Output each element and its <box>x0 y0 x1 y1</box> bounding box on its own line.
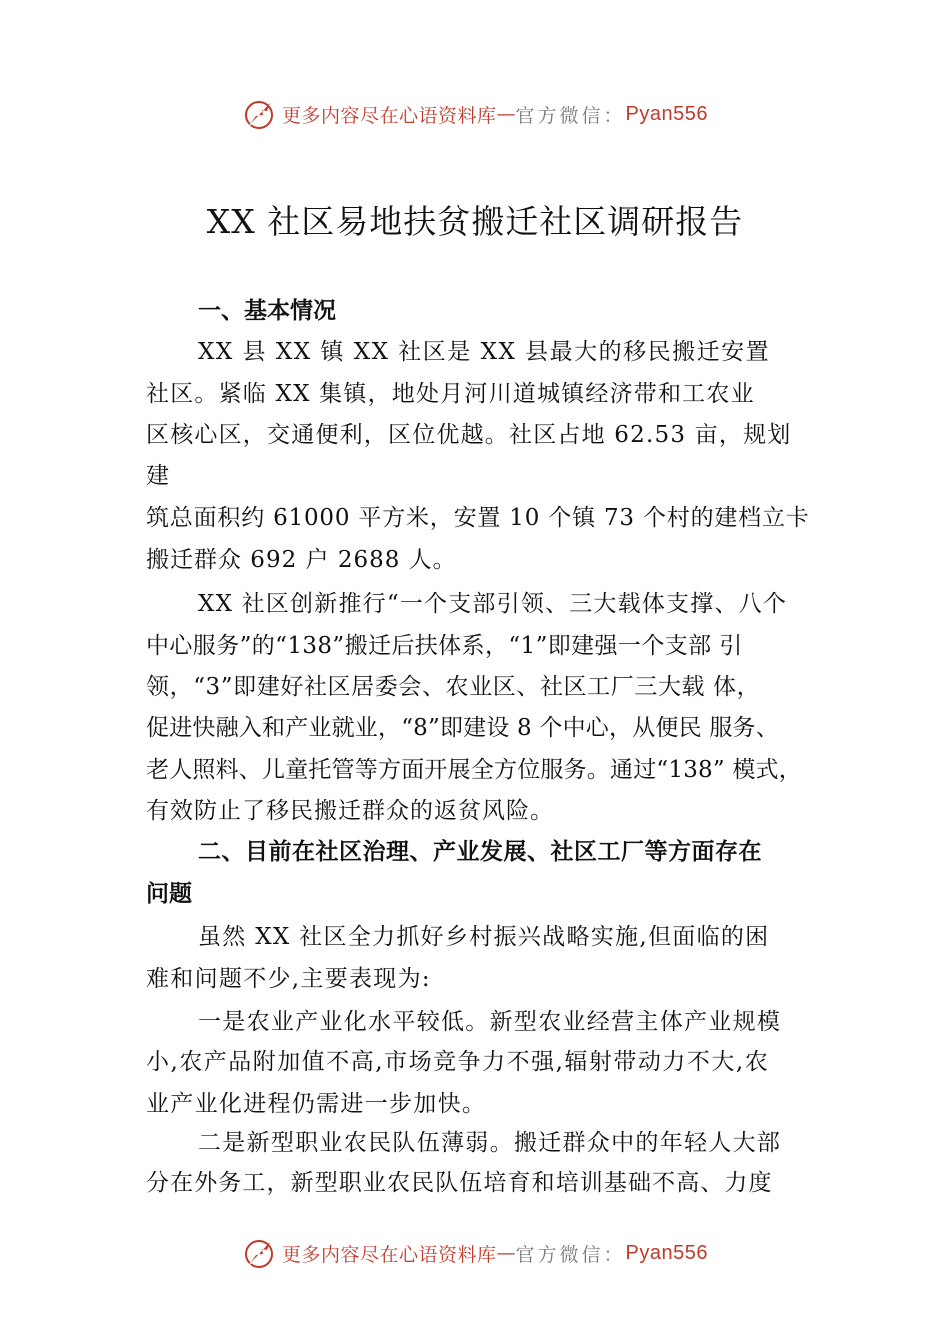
banner-wechat-label: 官方微信： <box>515 104 626 127</box>
header-banner <box>0 94 950 134</box>
paragraph-line: XX 县 XX 镇 XX 社区是 XX 县最大的移民搬迁安置 <box>198 339 771 365</box>
section-heading-2: 二、目前在社区治理、产业发展、社区工厂等方面存在 <box>198 839 762 865</box>
quill-logo-icon <box>242 97 276 131</box>
document-title: XX 社区易地扶贫搬迁社区调研报告 <box>206 202 744 241</box>
banner-dash: — <box>496 1242 516 1264</box>
banner-wechat-id: Pyan556 <box>625 1241 708 1264</box>
paragraph-line: 中心服务”的“138”搬迁后扶体系，“1”即建强一个支部 引 <box>146 633 743 659</box>
paragraph-line: 二是新型职业农民队伍薄弱。搬迁群众中的年轻人大部 <box>198 1130 782 1156</box>
banner-wechat-label: 官方微信： <box>515 1243 626 1266</box>
paragraph-line: 区核心区，交通便利，区位优越。社区占地 62.53 亩，规划 <box>146 422 792 448</box>
section-heading-2-cont: 问题 <box>146 881 192 907</box>
paragraph-line: 领，“3”即建好社区居委会、农业区、社区工厂三大载 体， <box>146 674 761 700</box>
paragraph-line: 搬迁群众 692 户 2688 人。 <box>146 547 457 573</box>
paragraph-line: 一是农业产业化水平较低。新型农业经营主体产业规模 <box>198 1009 782 1035</box>
banner-dash: — <box>496 103 516 125</box>
paragraph-line: 建 <box>146 463 169 489</box>
paragraph-line: 业产业化进程仍需进一步加快。 <box>146 1091 487 1117</box>
paragraph-line: XX 社区创新推行“一个支部引领、三大载体支撑、八个 <box>198 591 788 617</box>
section-heading-1: 一、基本情况 <box>198 298 336 324</box>
paragraph-line: 难和问题不少,主要表现为: <box>146 966 431 992</box>
paragraph-line: 老人照料、儿童托管等方面开展全方位服务。通过“138” 模式， <box>146 757 802 783</box>
banner-wechat-id: Pyan556 <box>625 102 708 125</box>
banner-red-text: 更多内容尽在心语资料库 <box>282 104 497 127</box>
paragraph-line: 筑总面积约 61000 平方米，安置 10 个镇 73 个村的建档立卡 <box>146 505 810 531</box>
paragraph-line: 小,农产品附加值不高,市场竞争力不强,辐射带动力不大,农 <box>146 1049 770 1075</box>
paragraph-line: 有效防止了移民搬迁群众的返贫风险。 <box>146 798 554 824</box>
banner-red-text: 更多内容尽在心语资料库 <box>282 1243 497 1266</box>
paragraph-line: 虽然 XX 社区全力抓好乡村振兴战略实施,但面临的困 <box>198 924 770 950</box>
paragraph-line: 促进快融入和产业就业，“8”即建设 8 个中心，从便民 服务、 <box>146 715 779 741</box>
paragraph-line: 分在外务工，新型职业农民队伍培育和培训基础不高、力度 <box>146 1170 773 1196</box>
paragraph-line: 社区。紧临 XX 集镇，地处月河川道城镇经济带和工农业 <box>146 381 755 407</box>
quill-logo-icon <box>242 1236 276 1270</box>
footer-banner <box>0 1233 950 1273</box>
